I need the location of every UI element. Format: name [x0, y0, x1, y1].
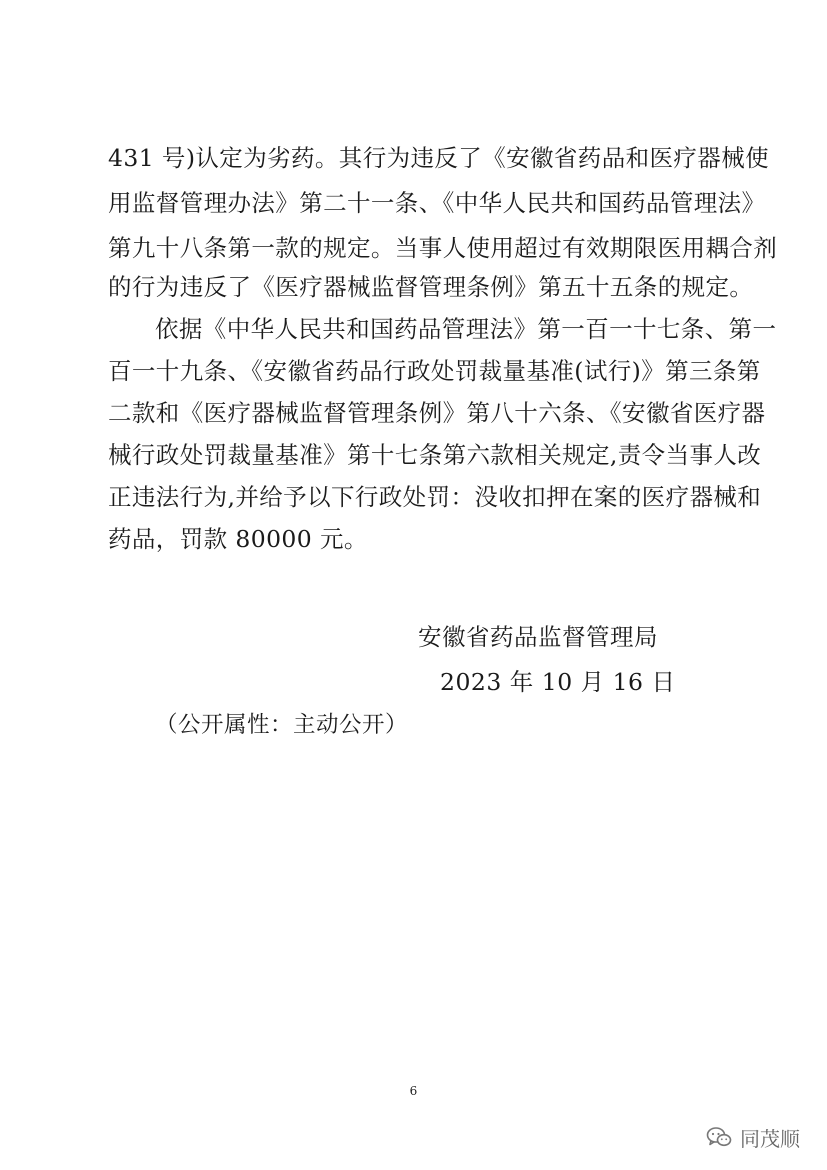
- body-line-2: 用监督管理办法》第二十一条、《中华人民共和国药品管理法》: [108, 189, 766, 217]
- body-line-5: 依据《中华人民共和国药品管理法》第一百一十七条、第一: [155, 315, 777, 343]
- body-line-8: 械行政处罚裁量基准》第十七条第六款相关规定,责令当事人改: [108, 441, 762, 469]
- body-line-7: 二款和《医疗器械监督管理条例》第八十六条、《安徽省医疗器: [108, 399, 766, 427]
- body-line-10: 药品，罚款 80000 元。: [108, 525, 368, 553]
- account-watermark: [706, 1123, 800, 1151]
- page-number: 6: [409, 1084, 418, 1098]
- body-line-3: 第九十八条第一款的规定。当事人使用超过有效期限医用耦合剂: [108, 234, 778, 262]
- body-line-4: 的行为违反了《医疗器械监督管理条例》第五十五条的规定。: [108, 273, 754, 301]
- issuing-authority: 安徽省药品监督管理局: [418, 623, 658, 651]
- account-name: 同茂顺: [740, 1126, 800, 1151]
- disclosure-attribute: （公开属性：主动公开）: [155, 712, 409, 738]
- issue-date: 2023 年 10 月 16 日: [440, 668, 676, 696]
- body-line-6: 百一十九条、《安徽省药品行政处罚裁量基准(试行)》第三条第: [108, 357, 761, 385]
- wechat-icon: [706, 1126, 732, 1148]
- body-line-9: 正违法行为,并给予以下行政处罚：没收扣押在案的医疗器械和: [108, 483, 762, 511]
- body-line-1: 431 号)认定为劣药。其行为违反了《安徽省药品和医疗器械使: [108, 144, 769, 172]
